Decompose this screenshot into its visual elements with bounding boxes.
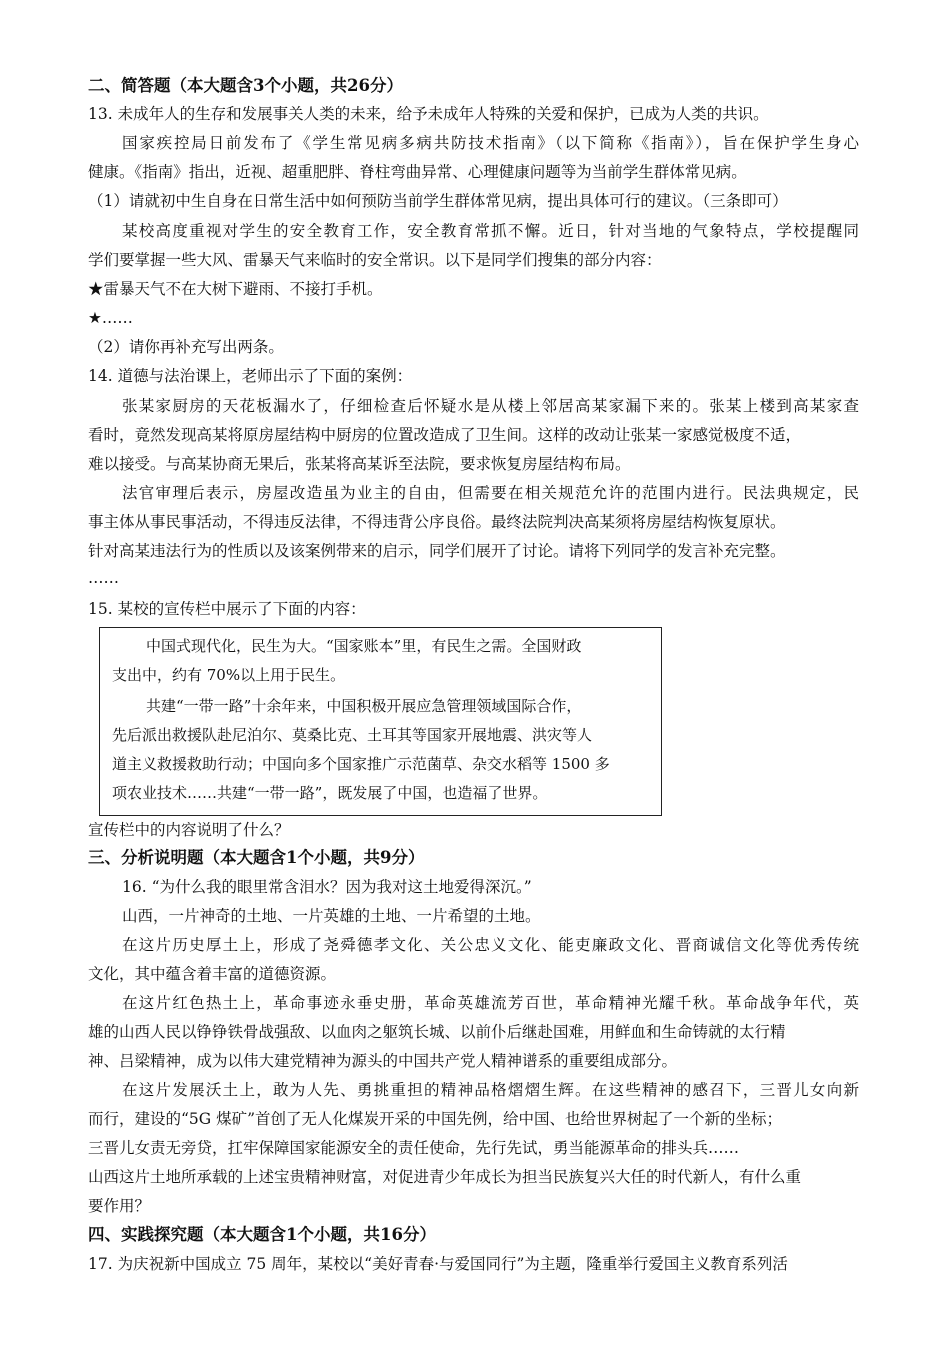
q13-intro: 13. 未成年人的生存和发展事关人类的未来，给予未成年人特殊的关爱和保护，已成为人类的共识。 (88, 105, 769, 123)
q16-paragraph-2-line-1: 在这片红色热土上，革命事迹永垂史册，革命英雄流芳百世，革命精神光耀千秋。革命战争年代，英 (122, 994, 859, 1012)
q15-question: 宣传栏中的内容说明了什么？ (88, 821, 290, 839)
q13-star-item-1: ★雷暴天气不在大树下避雨、不接打手机。 (88, 280, 383, 298)
bulletin-board-box (99, 627, 662, 816)
q16-question-line-1: 山西这片土地所承载的上述宝贵精神财富，对促进青少年成长为担当民族复兴大任的时代新人，有什么重 (88, 1168, 802, 1186)
q13-paragraph-1-line-2: 健康。《指南》指出，近视、超重肥胖、脊柱弯曲异常、心理健康问题等为当前学生群体常见病。 (88, 163, 747, 181)
bulletin-line-4: 先后派出救援队赴尼泊尔、莫桑比克、土耳其等国家开展地震、洪灾等人 (112, 726, 593, 744)
q16-paragraph-3-line-1: 在这片发展沃土上，敢为人先、勇挑重担的精神品格熠熠生辉。在这些精神的感召下，三晋儿女向新 (122, 1081, 859, 1099)
q16-paragraph-1-line-1: 在这片历史厚土上，形成了尧舜德孝文化、关公忠义文化、能吏廉政文化、晋商诚信文化等优秀传统 (122, 936, 859, 954)
q16-paragraph-3-line-2: 而行，建设的“5G 煤矿”首创了无人化煤炭开采的中国先例，给中国、也给世界树起了一个新的坐标； (88, 1110, 783, 1128)
q16-line-2: 山西，一片神奇的土地、一片英雄的土地、一片希望的土地。 (122, 907, 541, 925)
section-4-heading: 四、实践探究题（本大题含1个小题，共16分） (88, 1225, 436, 1244)
q14-intro: 14. 道德与法治课上，老师出示了下面的案例： (88, 367, 413, 385)
q17-line-1: 17. 为庆祝新中国成立 75 周年，某校以“美好青春·与爱国同行”为主题，隆重举行爱国主义教育系列活 (88, 1255, 788, 1273)
q14-paragraph-1-line-3: 难以接受。与高某协商无果后，张某将高某诉至法院，要求恢复房屋结构布局。 (88, 455, 631, 473)
bulletin-line-3: 共建“一带一路”十余年来，中国积极开展应急管理领域国际合作， (146, 697, 582, 715)
q13-sub-question-2: （2）请你再补充写出两条。 (88, 338, 284, 356)
bulletin-line-2: 支出中，约有 70%以上用于民生。 (112, 666, 346, 684)
q13-star-item-2: ★…… (88, 309, 133, 327)
q16-paragraph-3-line-3: 三晋儿女责无旁贷，扛牢保障国家能源安全的责任使命，先行先试，勇当能源革命的排头兵…… (88, 1139, 740, 1157)
q16-paragraph-1-line-2: 文化，其中蕴含着丰富的道德资源。 (88, 965, 337, 983)
q16-quote: 16. “为什么我的眼里常含泪水？因为我对这土地爱得深沉。” (122, 878, 532, 896)
q16-paragraph-2-line-3: 神、吕梁精神，成为以伟大建党精神为源头的中国共产党人精神谱系的重要组成部分。 (88, 1052, 678, 1070)
bulletin-line-5: 道主义救援救助行动；中国向多个国家推广示范菌草、杂交水稻等 1500 多 (112, 755, 610, 773)
q16-paragraph-2-line-2: 雄的山西人民以铮铮铁骨战强敌、以血肉之躯筑长城、以前仆后继赴国难，用鲜血和生命铸就的太行精 (88, 1023, 786, 1041)
q13-sub-question-1: （1）请就初中生自身在日常生活中如何预防当前学生群体常见病，提出具体可行的建议。（三条即可） (88, 192, 788, 210)
q14-paragraph-2-line-2: 事主体从事民事活动，不得违反法律，不得违背公序良俗。最终法院判决高某须将房屋结构恢复原状。 (88, 513, 786, 531)
section-2-heading: 二、简答题（本大题含3个小题，共26分） (88, 76, 403, 95)
q15-intro: 15. 某校的宣传栏中展示了下面的内容： (88, 600, 366, 618)
q13-paragraph-2-line-2: 学们要掌握一些大风、雷暴天气来临时的安全常识。以下是同学们搜集的部分内容： (88, 251, 662, 269)
bulletin-line-1: 中国式现代化，民生为大。“国家账本”里，有民生之需。全国财政 (146, 637, 582, 655)
q14-paragraph-1-line-1: 张某家厨房的天花板漏水了，仔细检查后怀疑水是从楼上邻居高某家漏下来的。张某上楼到高某家查 (122, 397, 859, 415)
bulletin-line-6: 项农业技术……共建“一带一路”，既发展了中国，也造福了世界。 (112, 784, 548, 802)
section-3-heading: 三、分析说明题（本大题含1个小题，共9分） (88, 848, 425, 867)
q13-paragraph-1-line-1: 国家疾控局日前发布了《学生常见病多病共防技术指南》（以下简称《指南》），旨在保护学生身心 (122, 134, 859, 152)
q13-paragraph-2-line-1: 某校高度重视对学生的安全教育工作，安全教育常抓不懈。近日，针对当地的气象特点，学校提醒同 (122, 222, 859, 240)
q14-paragraph-2-line-1: 法官审理后表示，房屋改造虽为业主的自由，但需要在相关规范允许的范围内进行。民法典规定，民 (122, 484, 859, 502)
q14-question: 针对高某违法行为的性质以及该案例带来的启示，同学们展开了讨论。请将下列同学的发言补充完整。 (88, 542, 786, 560)
q16-question-line-2: 要作用？ (88, 1197, 151, 1215)
q14-paragraph-1-line-2: 看时，竟然发现高某将原房屋结构中厨房的位置改造成了卫生间。这样的改动让张某一家感觉极度不适， (88, 426, 802, 444)
q14-ellipsis: …… (88, 569, 119, 587)
